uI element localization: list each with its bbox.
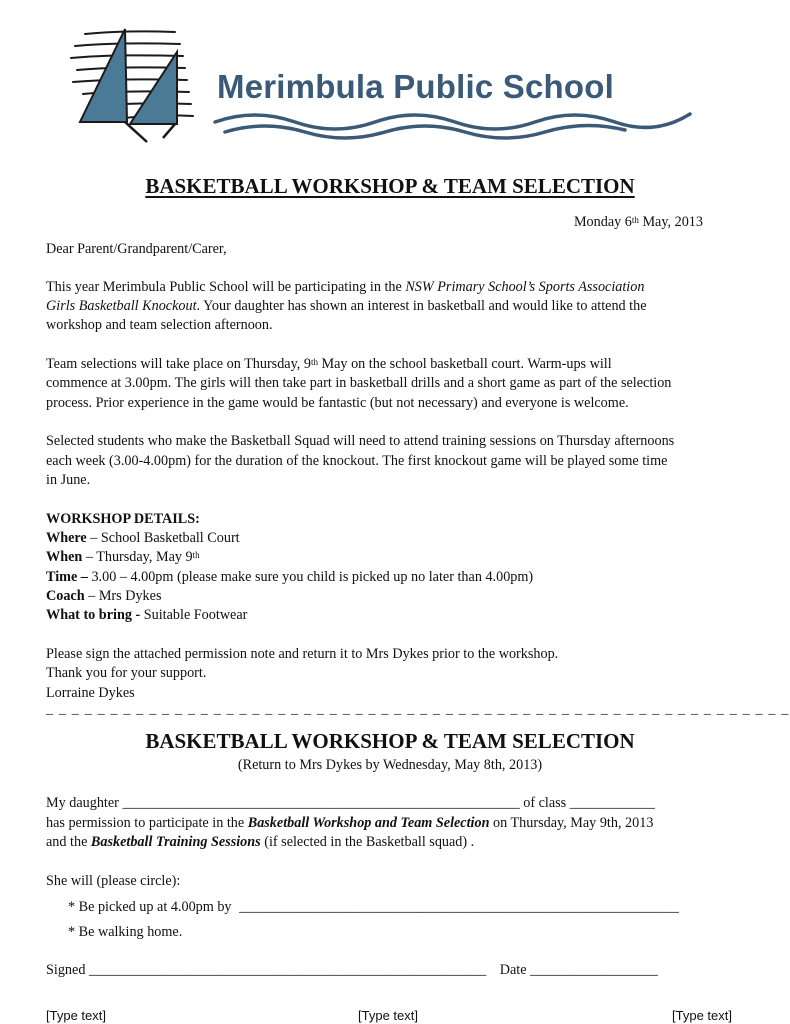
- letter-date: [574, 213, 703, 233]
- bring-label: What to bring -: [46, 607, 141, 623]
- signature-line: [46, 961, 658, 981]
- p1-text-2: . Your daughter has shown an interest in basketball and would like to attend the: [196, 298, 647, 314]
- paragraph-2-line-3: process. Prior experience in the game would be fantastic (but not necessary) and everyone is welcome.: [46, 395, 629, 411]
- date-field[interactable]: __________________: [530, 962, 658, 978]
- signoff: Lorraine Dykes: [46, 685, 135, 701]
- paragraph-1-line-2: [46, 297, 647, 317]
- school-name-logo-text: Merimbula Public School: [217, 68, 614, 105]
- p1-association: NSW Primary School’s Sports Association: [405, 279, 645, 295]
- paragraph-1-line-1: [46, 278, 644, 298]
- when-sup: th: [192, 550, 200, 560]
- detail-time: [46, 568, 533, 588]
- coach-value: – Mrs Dykes: [84, 588, 162, 604]
- coach-label: Coach: [46, 588, 85, 604]
- my-daughter-label: My daughter: [46, 795, 123, 811]
- slip-line-1: [46, 794, 655, 814]
- if-selected-text: (if selected in the Basketball squad) .: [260, 834, 475, 850]
- daughter-name-field[interactable]: ________________________________________________________: [122, 795, 520, 811]
- picked-up-by-field[interactable]: ______________________________________________________________: [239, 899, 679, 915]
- when-value: – Thursday, May 9: [82, 549, 193, 565]
- p1-text: This year Merimbula Public School will be participating in the: [46, 279, 406, 295]
- paragraph-3-line-3: in June.: [46, 472, 91, 488]
- school-logo: [65, 24, 695, 149]
- paragraph-2-line-2: commence at 3.00pm. The girls will then take part in basketball drills and a short game as part of the selection: [46, 375, 672, 391]
- where-label: Where: [46, 530, 87, 546]
- paragraph-3-line-2: each week (3.00-4.00pm) for the duration of the knockout. The first knockout game will be played some time: [46, 453, 668, 469]
- circle-prompt: She will (please circle):: [46, 873, 181, 889]
- bring-value: Suitable Footwear: [140, 607, 248, 623]
- details-heading: WORKSHOP DETAILS:: [46, 511, 200, 527]
- p1-knockout: Girls Basketball Knockout: [46, 298, 197, 314]
- option-walking-home[interactable]: * Be walking home.: [68, 924, 183, 940]
- signed-label: Signed: [46, 962, 89, 978]
- salutation: Dear Parent/Grandparent/Carer,: [46, 241, 227, 257]
- detail-bring: [46, 606, 247, 626]
- paragraph-1-line-3: workshop and team selection afternoon.: [46, 317, 273, 333]
- slip-line-3: [46, 833, 474, 853]
- when-label: When: [46, 549, 83, 565]
- p2-text-b: May on the school basketball court. Warm-ups will: [317, 356, 612, 372]
- slip-line-2: [46, 814, 653, 834]
- date-suffix: May, 2013: [638, 214, 703, 230]
- class-label: of class: [519, 795, 570, 811]
- signature-field[interactable]: ________________________________________________________: [88, 962, 487, 978]
- permission-date: on Thursday, May 9th, 2013: [489, 815, 654, 831]
- class-field[interactable]: ____________: [569, 795, 655, 811]
- detail-when: [46, 548, 200, 568]
- footer-center: [Type text]: [358, 1008, 418, 1023]
- where-value: – School Basketball Court: [86, 530, 240, 546]
- permission-text: has permission to participate in the: [46, 815, 248, 831]
- footer-left: [Type text]: [46, 1008, 106, 1023]
- date-label: Date: [499, 962, 531, 978]
- slip-title: BASKETBALL WORKSHOP & TEAM SELECTION: [145, 729, 635, 753]
- date-sup: th: [631, 215, 639, 225]
- footer-right: [Type text]: [672, 1008, 732, 1023]
- detail-coach: [46, 587, 161, 607]
- time-value: 3.00 – 4.00pm (please make sure you child is picked up no later than 4.00pm): [87, 569, 534, 585]
- p2-sup: th: [310, 357, 318, 367]
- closing-line-2: Thank you for your support.: [46, 665, 207, 681]
- detail-where: [46, 529, 240, 549]
- paragraph-3-line-1: Selected students who make the Basketball Squad will need to attend training sessions on Thursday afternoons: [46, 433, 675, 449]
- p2-text-a: Team selections will take place on Thursday, 9: [46, 356, 311, 372]
- closing-line-1: Please sign the attached permission note and return it to Mrs Dykes prior to the workshop.: [46, 646, 559, 662]
- slip-subtitle: (Return to Mrs Dykes by Wednesday, May 8th, 2013): [237, 757, 543, 773]
- cut-line-divider: _ _ _ _ _ _ _ _ _ _ _ _ _ _ _ _ _ _ _ _ _ _ _ _ _ _ _ _ _ _ _ _ _ _ _ _ _ _ _ _ _ _ _ _ _ _ _ _ _ _ _ _ _ _ _ _ _ _: [46, 702, 790, 717]
- option-picked-up-label[interactable]: * Be picked up at 4.00pm by: [68, 899, 232, 915]
- date-prefix: Monday 6: [573, 214, 632, 230]
- training-sessions-name: Basketball Training Sessions: [90, 834, 261, 850]
- page-title: BASKETBALL WORKSHOP & TEAM SELECTION: [145, 174, 635, 198]
- time-label: Time –: [46, 569, 88, 585]
- option-picked-up[interactable]: [68, 898, 679, 918]
- and-the-text: and the: [46, 834, 91, 850]
- paragraph-2-line-1: [46, 355, 612, 375]
- workshop-name: Basketball Workshop and Team Selection: [247, 815, 490, 831]
